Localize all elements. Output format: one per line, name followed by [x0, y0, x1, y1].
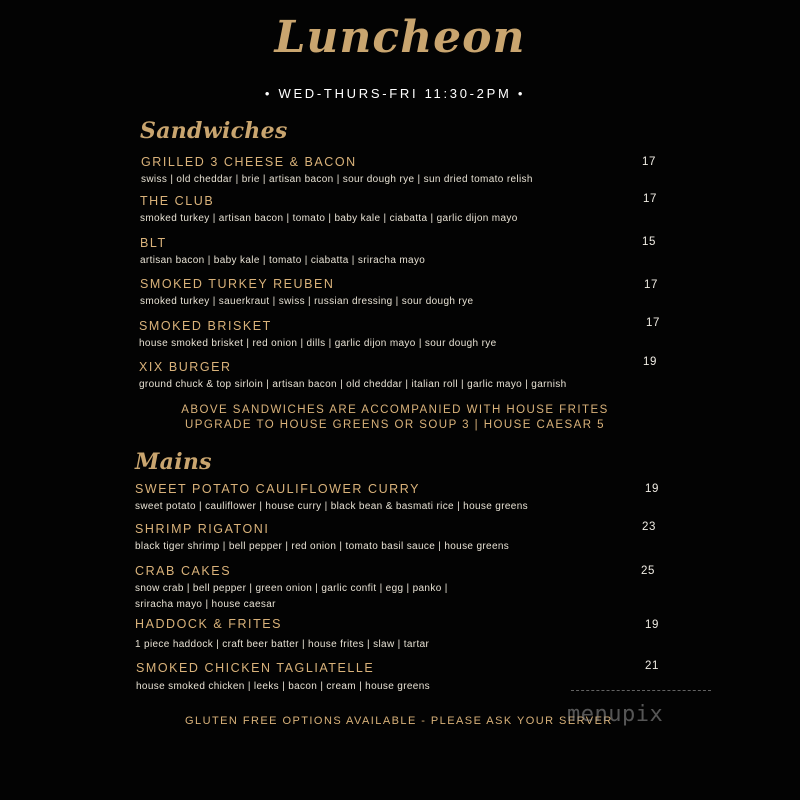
item-price: 19 [645, 619, 659, 631]
item-name: SWEET POTATO CAULIFLOWER CURRY [135, 482, 420, 496]
item-price: 17 [644, 279, 658, 291]
item-price: 17 [646, 317, 660, 329]
item-description: black tiger shrimp | bell pepper | red onion | tomato basil sauce | house greens [135, 541, 510, 552]
item-price: 17 [643, 193, 657, 205]
menu-item [140, 277, 665, 308]
menu-item [140, 236, 665, 267]
item-description-continued: sriracha mayo | house caesar [135, 599, 276, 610]
item-price: 17 [642, 156, 656, 168]
item-description: smoked turkey | sauerkraut | swiss | russian dressing | sour dough rye [140, 296, 474, 307]
item-price: 21 [645, 660, 659, 672]
section-heading-sandwiches: Sandwiches [140, 118, 288, 144]
menu-item [135, 617, 660, 651]
gluten-free-note: GLUTEN FREE OPTIONS AVAILABLE - PLEASE ASK YOUR SERVER [185, 715, 613, 727]
menu-item [139, 319, 664, 350]
menu-item [135, 482, 660, 513]
item-price: 15 [642, 236, 656, 248]
item-price: 23 [642, 521, 656, 533]
item-description: smoked turkey | artisan bacon | tomato | baby kale | ciabatta | garlic dijon mayo [140, 213, 518, 224]
item-name: HADDOCK & FRITES [135, 617, 283, 631]
item-name: GRILLED 3 CHEESE & BACON [141, 155, 357, 169]
item-name: CRAB CAKES [135, 564, 232, 578]
item-name: XIX BURGER [139, 360, 232, 374]
item-name: SMOKED BRISKET [139, 319, 272, 333]
menu-item [141, 155, 666, 186]
menu-item [135, 522, 660, 553]
menupix-watermark [563, 686, 715, 746]
item-description: 1 piece haddock | craft beer batter | house frites | slaw | tartar [135, 639, 430, 650]
item-name: SMOKED TURKEY REUBEN [140, 277, 335, 291]
menu-item [139, 360, 664, 391]
item-description: sweet potato | cauliflower | house curry | black bean & basmati rice | house greens [135, 501, 528, 512]
item-name: SHRIMP RIGATONI [135, 522, 270, 536]
item-name: THE CLUB [140, 194, 215, 208]
menu-title: Luncheon [274, 12, 526, 63]
item-price: 25 [641, 565, 655, 577]
item-description: ground chuck & top sirloin | artisan bacon | old cheddar | italian roll | garlic mayo | garnish [139, 379, 567, 390]
item-name: SMOKED CHICKEN TAGLIATELLE [136, 661, 375, 675]
sandwich-sides-note: ABOVE SANDWICHES ARE ACCOMPANIED WITH HOUSE FRITES [181, 404, 609, 416]
menu-item [140, 194, 665, 225]
section-heading-mains: Mains [135, 449, 212, 475]
item-description: house smoked chicken | leeks | bacon | cream | house greens [136, 681, 430, 692]
item-description: swiss | old cheddar | brie | artisan bacon | sour dough rye | sun dried tomato relish [141, 174, 533, 185]
menu-hours: • WED-THURS-FRI 11:30-2PM • [264, 86, 526, 101]
watermark-divider [571, 690, 711, 691]
item-description: house smoked brisket | red onion | dills | garlic dijon mayo | sour dough rye [139, 338, 497, 349]
item-price: 19 [645, 483, 659, 495]
item-description: snow crab | bell pepper | green onion | garlic confit | egg | panko | [135, 583, 448, 594]
menu-item [135, 564, 660, 611]
item-description: artisan bacon | baby kale | tomato | ciabatta | sriracha mayo [140, 255, 426, 266]
watermark-text: menupix [567, 702, 664, 727]
item-name: BLT [140, 236, 167, 250]
item-price: 19 [643, 356, 657, 368]
sandwich-upgrade-note: UPGRADE TO HOUSE GREENS OR SOUP 3 | HOUSE CAESAR 5 [185, 419, 605, 431]
